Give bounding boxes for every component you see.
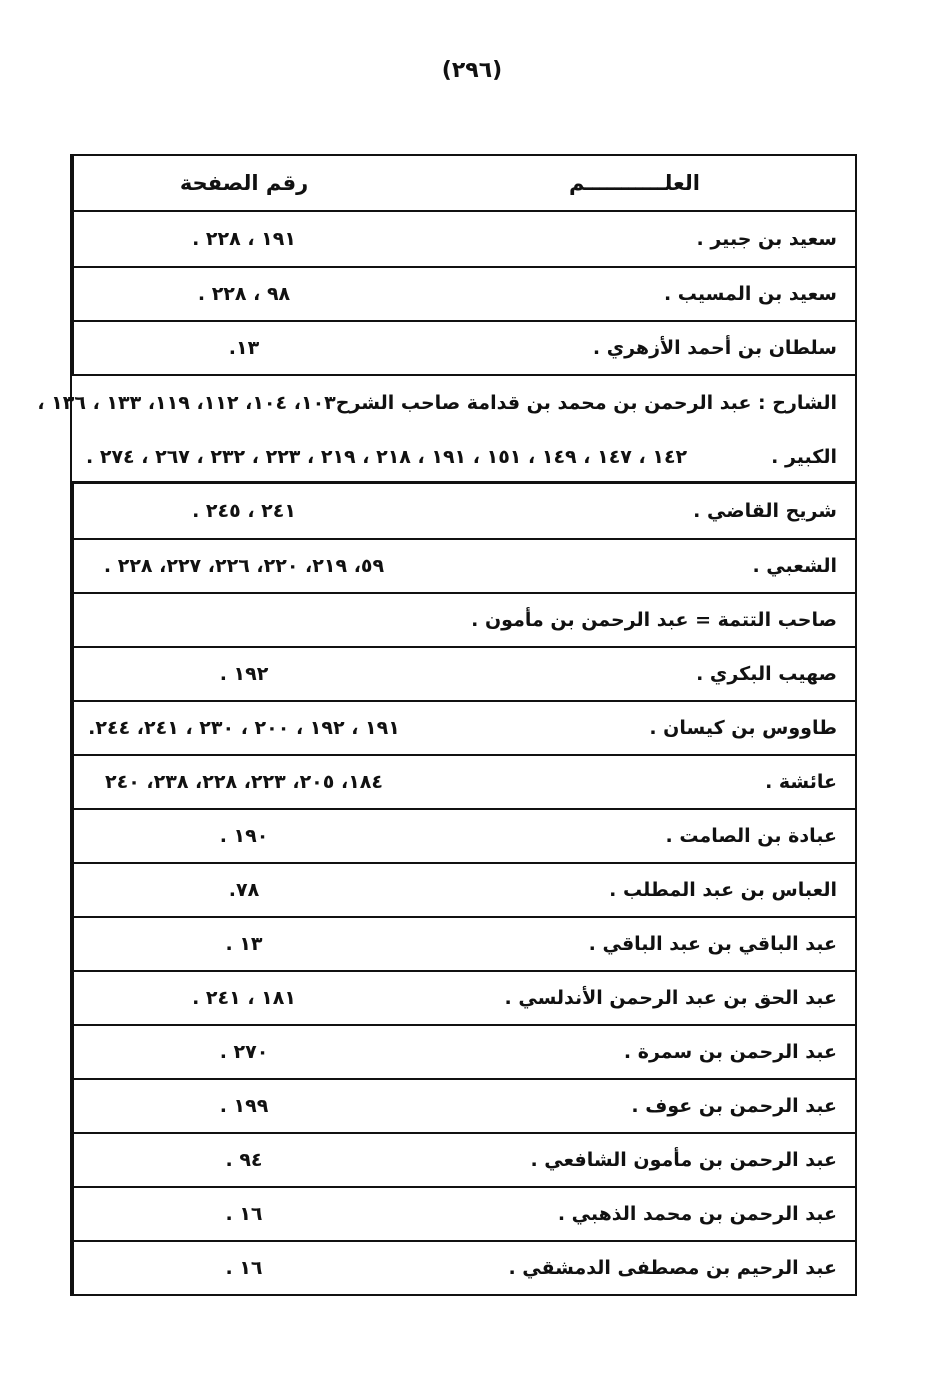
row-pages: ٧٨. (72, 864, 414, 916)
header-pages: رقم الصفحة (72, 156, 414, 210)
spanning-entry-line-1 (37, 376, 855, 430)
row-name: عبد الرحمن بن سمرة . (623, 1041, 837, 1063)
row-name: سعيد بن المسيب . (663, 283, 837, 305)
row-pages: ١٨١ ، ٢٤١ . (72, 972, 414, 1024)
row-name: سعيد بن جبير . (696, 228, 837, 250)
row-name: عبد الرحمن بن عوف . (631, 1095, 837, 1117)
header-name: العلـــــــــــم (569, 171, 700, 195)
table-row (72, 320, 855, 374)
row-pages: ١٩١ ، ١٩٢ ، ٢٠٠ ، ٢٣٠ ، ٢٤١، ٢٤٤. (72, 702, 414, 754)
table-row (72, 1132, 855, 1186)
row-pages: ١٩٠ . (72, 810, 414, 862)
row-pages: ١٣. (72, 322, 414, 374)
table-row (72, 700, 855, 754)
table-header-row (72, 156, 855, 212)
table-row (72, 484, 855, 538)
table-row (72, 916, 855, 970)
row-name: عبد الرحمن بن مأمون الشافعي . (530, 1149, 837, 1171)
table-row (72, 266, 855, 320)
row-name: عبد الحق بن عبد الرحمن الأندلسي . (504, 987, 837, 1009)
row-name: عبادة بن الصامت . (665, 825, 837, 847)
page-number: (٢٩٦) (441, 58, 503, 83)
row-name: عبد الرحيم بن مصطفى الدمشقي . (508, 1257, 837, 1279)
row-pages: ١٨٤، ٢٠٥، ٢٢٣، ٢٢٨، ٢٣٨، ٢٤٠ (72, 756, 414, 808)
row-pages: ٥٩، ٢١٩، ٢٢٠، ٢٢٦، ٢٢٧، ٢٢٨ . (72, 540, 414, 592)
row-name: عبد الباقي بن عبد الباقي . (588, 933, 837, 955)
row-name: شريح القاضي . (693, 500, 837, 522)
cross-reference-text: صاحب التتمة = عبد الرحمن بن مأمون . (471, 609, 837, 631)
row-pages: ٢٤١ ، ٢٤٥ . (72, 484, 414, 538)
table-row (72, 808, 855, 862)
table-row (72, 646, 855, 700)
row-name: عائشة . (765, 771, 837, 793)
row-name: الشعبي . (752, 555, 837, 577)
row-pages: ١٩٩ . (72, 1080, 414, 1132)
row-name: صهيب البكري . (696, 663, 837, 685)
row-name: طاووس بن كيسان . (649, 717, 837, 739)
row-name: سلطان بن أحمد الأزهري . (592, 337, 837, 359)
spanning-entry-line-2 (72, 430, 855, 484)
spanning-entry-label-1: الشارح : عبد الرحمن بن محمد بن قدامة صاحب الشرح (335, 392, 837, 414)
spanning-entry-pages-2: ١٤٢ ، ١٤٧ ، ١٤٩ ، ١٥١ ، ١٩١ ، ٢١٨ ، ٢١٩ ، ٢٢٣ ، ٢٣٢ ، ٢٦٧ ، ٢٧٤ . (86, 446, 688, 468)
table-row (72, 862, 855, 916)
row-pages: ٢٧٠ . (72, 1026, 414, 1078)
table-row (72, 212, 855, 266)
spanning-entry (37, 374, 855, 484)
row-pages: ١٩١ ، ٢٢٨ . (72, 212, 414, 266)
table-row (72, 1240, 855, 1294)
spanning-entry-pages-1: ١٠٣، ١٠٤، ١١٢، ١١٩، ١٣٣ ، ١٣٦ ، (37, 392, 336, 414)
row-pages: ١٦ . (72, 1188, 414, 1240)
row-name: العباس بن عبد المطلب . (609, 879, 837, 901)
table-row (72, 1078, 855, 1132)
cross-reference-row (72, 592, 855, 646)
row-pages: ١٦ . (72, 1242, 414, 1294)
table-row (72, 970, 855, 1024)
cross-reference-pages-empty (72, 594, 414, 646)
table-row (72, 538, 855, 592)
row-pages: ٩٤ . (72, 1134, 414, 1186)
table-row (72, 1024, 855, 1078)
table-row (72, 754, 855, 808)
names-index-table (37, 154, 857, 1296)
row-name: عبد الرحمن بن محمد الذهبي . (557, 1203, 837, 1225)
table-row (72, 1186, 855, 1240)
spanning-entry-label-2: الكبير . (771, 446, 837, 468)
row-pages: ١٣ . (72, 918, 414, 970)
row-pages: ٩٨ ، ٢٢٨ . (72, 268, 414, 320)
row-pages: ١٩٢ . (72, 648, 414, 700)
